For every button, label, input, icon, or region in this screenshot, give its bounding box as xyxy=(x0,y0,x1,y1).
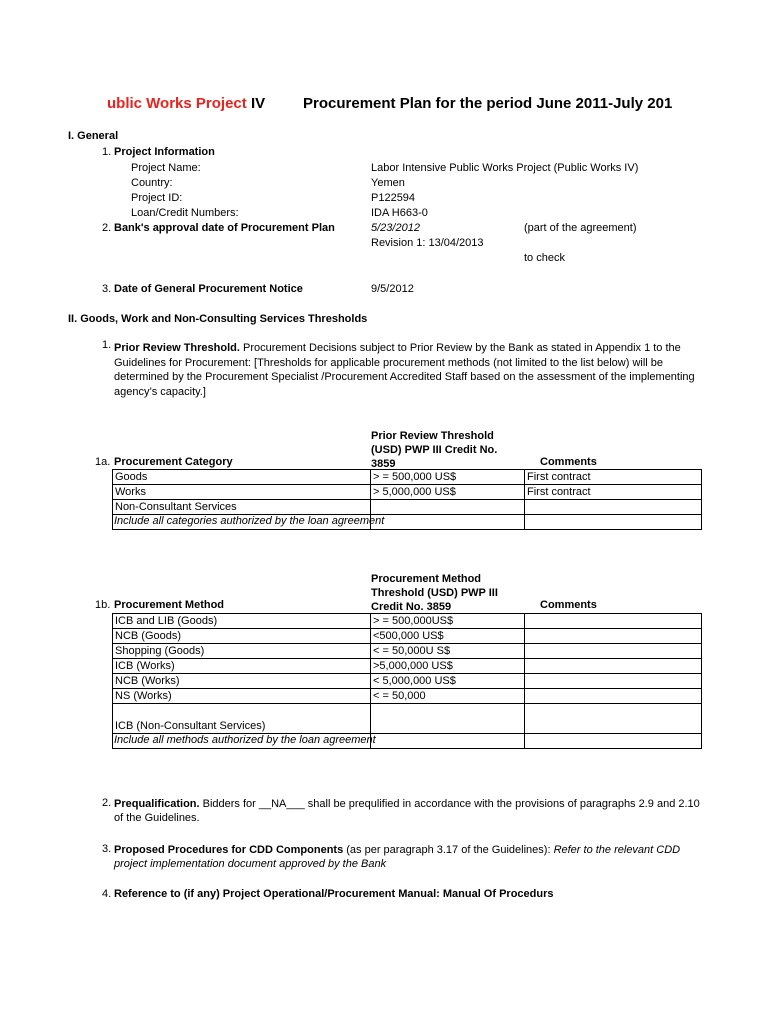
table1a-col1-header: Procurement Category xyxy=(114,456,233,468)
table1b-r3-c2: < = 50,000U S$ xyxy=(370,643,525,659)
country-value: Yemen xyxy=(371,177,405,189)
prior-review-text: Procurement Decisions subject to Prior Review by the Bank as stated in Appendix 1 to the Guidelines for Procurement: [Thresholds for applicable procurement methods (not limited to the list below) will be determined by the Procurement Specialist /Procurement Accredited Staff based on the assessment of the implementing agency’s capacity.] xyxy=(114,342,695,398)
table1a-r2-c2: > 5,000,000 US$ xyxy=(370,484,525,500)
table1b-r7-c3 xyxy=(524,703,702,734)
manual-num: 4. xyxy=(102,888,112,900)
general-heading: I. General xyxy=(68,130,119,142)
project-name-label: Project Name: xyxy=(131,162,201,174)
document-subtitle: Procurement Plan for the period June 2011-July 201 xyxy=(303,95,673,112)
loan-numbers-value: IDA H663-0 xyxy=(371,207,428,219)
table1b-r4-c2: >5,000,000 US$ xyxy=(370,658,525,674)
table1a-col2-line3: 3859 xyxy=(371,458,396,470)
table1a-r2-c1: Works xyxy=(112,484,371,500)
gpn-num: 3. xyxy=(102,283,112,295)
table1a-r1-c2: > = 500,000 US$ xyxy=(370,469,525,485)
table1a-r1-c3: First contract xyxy=(524,469,702,485)
table1b-r5-c1: NCB (Works) xyxy=(112,673,371,689)
table1b-r4-c1: ICB (Works) xyxy=(112,658,371,674)
table1b-r8-c2 xyxy=(370,733,525,749)
gpn-date: 9/5/2012 xyxy=(371,283,414,295)
table1b-num: 1b. xyxy=(95,599,111,611)
table1b-r2-c1: NCB (Goods) xyxy=(112,628,371,644)
cdd-bold: Proposed Procedures for CDD Components xyxy=(114,844,344,856)
table1b-col1-header: Procurement Method xyxy=(114,599,225,611)
approval-num: 2. xyxy=(102,222,112,234)
table1a-r3-c3 xyxy=(524,499,702,515)
project-id-label: Project ID: xyxy=(131,192,183,204)
prequal-bold: Prequalification. xyxy=(114,798,200,810)
table1b-r1-c1: ICB and LIB (Goods) xyxy=(112,613,371,629)
table1a-num: 1a. xyxy=(95,456,111,468)
table1a-r4-c2 xyxy=(370,514,525,530)
table1b-col3-header: Comments xyxy=(540,599,597,611)
prior-review-paragraph xyxy=(114,341,704,399)
table1a-col2-line1: Prior Review Threshold xyxy=(371,430,494,442)
table1b-r2-c2: <500,000 US$ xyxy=(370,628,525,644)
table1a-col2-header xyxy=(371,429,497,471)
prequal-text: Bidders for __NA___ shall be prequlified in accordance with the provisions of paragraphs 2.9 and 2.10 of the Guidelines. xyxy=(114,798,700,824)
table1b-r6-c3 xyxy=(524,688,702,704)
cdd-num: 3. xyxy=(102,843,112,855)
approval-date: 5/23/2012 xyxy=(371,222,420,234)
table1b-col2-line2: Threshold (USD) PWP III xyxy=(371,587,498,599)
title-project-name: ublic Works Project xyxy=(107,95,247,112)
cdd-paragraph xyxy=(114,843,704,871)
table1b-col2-line3: Credit No. 3859 xyxy=(371,601,452,613)
table1b-r5-c2: < 5,000,000 US$ xyxy=(370,673,525,689)
project-info-label: Project Information xyxy=(114,146,215,158)
project-info-num: 1. xyxy=(102,146,112,158)
table1b-r8-c3 xyxy=(524,733,702,749)
table1b-r2-c3 xyxy=(524,628,702,644)
table1b-r3-c1: Shopping (Goods) xyxy=(112,643,371,659)
prior-review-bold: Prior Review Threshold. xyxy=(114,342,240,354)
project-name-value: Labor Intensive Public Works Project (Public Works IV) xyxy=(371,162,639,174)
cdd-text: (as per paragraph 3.17 of the Guidelines): xyxy=(343,844,554,856)
table1b-footer: Include all methods authorized by the loan agreement xyxy=(114,734,376,746)
table1a-r4-c3 xyxy=(524,514,702,530)
approval-note: (part of the agreement) xyxy=(524,222,637,234)
table1a-r2-c3: First contract xyxy=(524,484,702,500)
document-title xyxy=(107,95,265,112)
table1b-col2-header xyxy=(371,572,498,614)
table1b-r3-c3 xyxy=(524,643,702,659)
table1a-r3-c1: Non-Consultant Services xyxy=(112,499,371,515)
project-id-value: P122594 xyxy=(371,192,416,204)
table1b-r4-c3 xyxy=(524,658,702,674)
prior-review-num: 1. xyxy=(102,339,112,351)
table1b-r7-c2 xyxy=(370,703,525,734)
cdd-italic: Refer to the relevant CDD project implementation document approved by the Bank xyxy=(114,844,681,870)
table1a-footer: Include all categories authorized by the loan agreement xyxy=(114,515,385,527)
approval-label: Bank's approval date of Procurement Plan xyxy=(114,222,335,234)
table1b-r1-c2: > = 500,000US$ xyxy=(370,613,525,629)
table1b-col2-line1: Procurement Method xyxy=(371,573,482,585)
table1a-r3-c2 xyxy=(370,499,525,515)
manual-text: Reference to (if any) Project Operational/Procurement Manual: Manual Of Procedurs xyxy=(114,888,554,900)
approval-revision: Revision 1: 13/04/2013 xyxy=(371,237,484,249)
table1b-r6-c2: < = 50,000 xyxy=(370,688,525,704)
prequal-num: 2. xyxy=(102,797,112,809)
loan-numbers-label: Loan/Credit Numbers: xyxy=(131,207,239,219)
title-roman: IV xyxy=(250,95,266,112)
table1b-r6-c1: NS (Works) xyxy=(112,688,371,704)
country-label: Country: xyxy=(131,177,173,189)
table1a-col2-line2: (USD) PWP III Credit No. xyxy=(371,444,498,456)
table1b-r1-c3 xyxy=(524,613,702,629)
table1b-r5-c3 xyxy=(524,673,702,689)
approval-to-check: to check xyxy=(524,252,565,264)
table1a-col3-header: Comments xyxy=(540,456,597,468)
prequal-paragraph xyxy=(114,797,704,825)
section2-heading: II. Goods, Work and Non-Consulting Services Thresholds xyxy=(68,313,368,325)
table1b-r7-c1: ICB (Non-Consultant Services) xyxy=(112,703,371,734)
gpn-label: Date of General Procurement Notice xyxy=(114,283,303,295)
table1a-r1-c1: Goods xyxy=(112,469,371,485)
